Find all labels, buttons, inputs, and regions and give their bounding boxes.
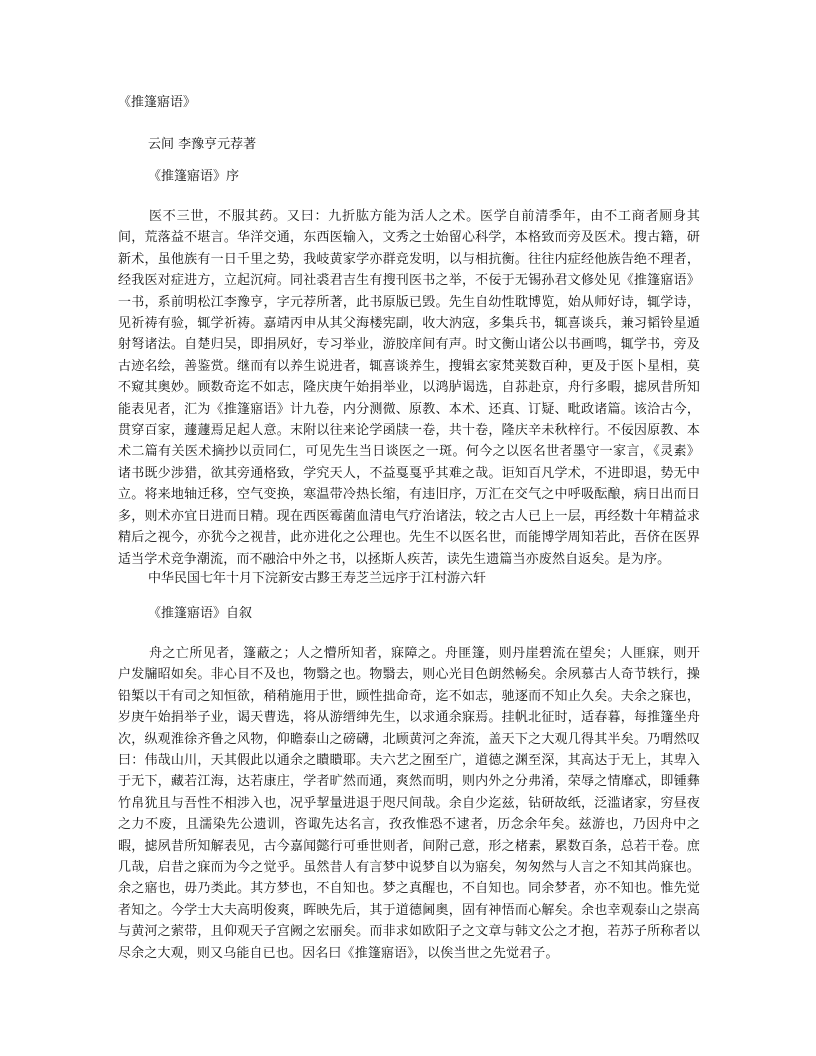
preface-body: 医不三世，不服其药。又曰：九折肱方能为活人之术。医学自前清季年，由不工商者厕身其间，荒落益不堪言。华洋交通，东西医输入，文秀之士始留心科学，本格致而旁及医术。搜古籍，研新术，虽他族有一日千里之势，我岐黄家学亦群竞发明，以与相抗衡。往往内症经他族告绝不理者，经我医对症进方，立起沉疴。同社裘君吉生有搜刊医书之举，不佞于无锡孙君文修处见《推篷寤语》一书，系前明松江李豫亨，字元荐所著，此书原版已毁。先生自幼性耽博览，始从师好诗，辄学诗，见祈祷有验，辄学祈祷。嘉靖丙申从其父海楼宪副，收大汭寇，多集兵书，辄喜谈兵，兼习韬铃星遁射弩诸法。自楚归吴，即捐夙好，专习举业，游胶庠间有声。时文衡山诸公以书画鸣，辄学书，旁及古迹名绘，善鉴赏。继而有以养生说进者，辄喜谈养生，搜辑玄家梵荚数百种，更及于医卜星相，莫不窥其奥妙。顾数奇迄不如志，隆庆庚午始捐举业，以鸿胪谒选，自荪赴京，舟行多暇，摅夙昔所知能表见者，汇为《推篷寤语》计九卷，内分测微、原教、本术、还真、订疑、毗政诸篇。该洽古今，贯穿百家，蘧蘧焉足起人意。末附以往来论学函牍一卷，共十卷，隆庆辛未秋梓行。不佞因原教、本术二篇有关医术摘抄以贡同仁，可见先生当日谈医之一斑。何今之以医名世者墨守一家言，《灵素》诸书既少涉猎，欲其旁通格致，学究天人，不益戛戛乎其难之哉。讵知百凡学术，不进即退，势无中立。将来地轴迁移，空气变换，寒温带冷热长缩，有违旧序，万汇在交气之中呼吸酝酿，病日出而日多，则术亦宜日进而日精。现在西医霉菌血清电气疗治诸法，较之古人已上一层，再经数十年精益求精后之视今，亦犹今之视昔，此亦进化之公理也。先生不以医名世，而能博学周知若此，吾侪在医界适当学术竞争潮流，而不融洽中外之书，以拯斯人疾苦，读先生遗篇当亦废然自返矣。是为序。 bbox=[118, 209, 700, 567]
book-title: 《推篷寤语》 bbox=[118, 95, 197, 110]
preface-heading: 《推篷寤语》序 bbox=[148, 169, 240, 184]
self-narrative-body: 舟之亡所见者，篷蔽之；人之懵所知者，寐障之。舟匪篷，则丹崖碧流在望矣；人匪寐，则开户发牖昭如矣。非心目不及也，物翳之也。物翳去，则心光目色朗然畅矣。余夙慕古人奇节轶行，操铅椠以干有司之知恒欲，稍稍施用于世，顾性拙命奇，迄不如志，驰逐而不知止久矣。夫余之寐也，岁庚午始捐举子业，谒天曹选，将从游缙绅先生，以求通余寐焉。挂帆北征时，适春暮，每推篷坐舟次，纵观淮徐齐鲁之风物，仰瞻泰山之磅礴，北顾黄河之奔流，盖天下之大观几得其半矣。乃喟然叹曰：伟哉山川，天其假此以通余之瞶瞶耶。夫六艺之囿至广，道德之渊至深，其高达于无上，其卑入于无下，藏若江海，达若康庄，学者旷然而通，爽然而明，则内外之分弗淆，荣辱之情靡忒，即锺彝竹帛犹且与吾性不相涉入也，况乎挈量进退于咫尺间哉。余自少迄兹，钻研故纸，泛滥诸家，穷昼夜之力不废，且濡染先公遗训，咨诹先达名言，孜孜惟恐不逮者，历念余年矣。兹游也，乃因舟中之暇，摅夙昔所知解表见，古今嘉闻懿行可垂世则者，间附己意，形之楮素，累数百条，总若干卷。庶几哉，启昔之寐而为今之觉乎。虽然昔人有言梦中说梦自以为寤矣，匆匆然与人言之不知其尚寐也。余之寤也，毋乃类此。其方梦也，不自知也。梦之真醒也，不自知也。同余梦者，亦不知也。惟先觉者知之。今学士大夫高明俊爽，晖映先后，其于道德阃奥，固有神悟而心解矣。余也幸观泰山之崇高与黄河之萦带，且仰观天子宫阙之宏丽矣。而非求如欧阳子之文章与韩文公之才抱，若苏子所称者以尽余之大观，则又乌能自已也。因名曰《推篷寤语》，以俟当世之先觉君子。 bbox=[118, 646, 700, 961]
author-line: 云间 李豫亨元荐著 bbox=[148, 137, 257, 152]
preface-signature: 中华民国七年十月下浣新安古黟王寿芝兰远序于江村游六轩 bbox=[148, 571, 487, 586]
self-narrative-heading: 《推篷寤语》自叙 bbox=[148, 606, 253, 621]
